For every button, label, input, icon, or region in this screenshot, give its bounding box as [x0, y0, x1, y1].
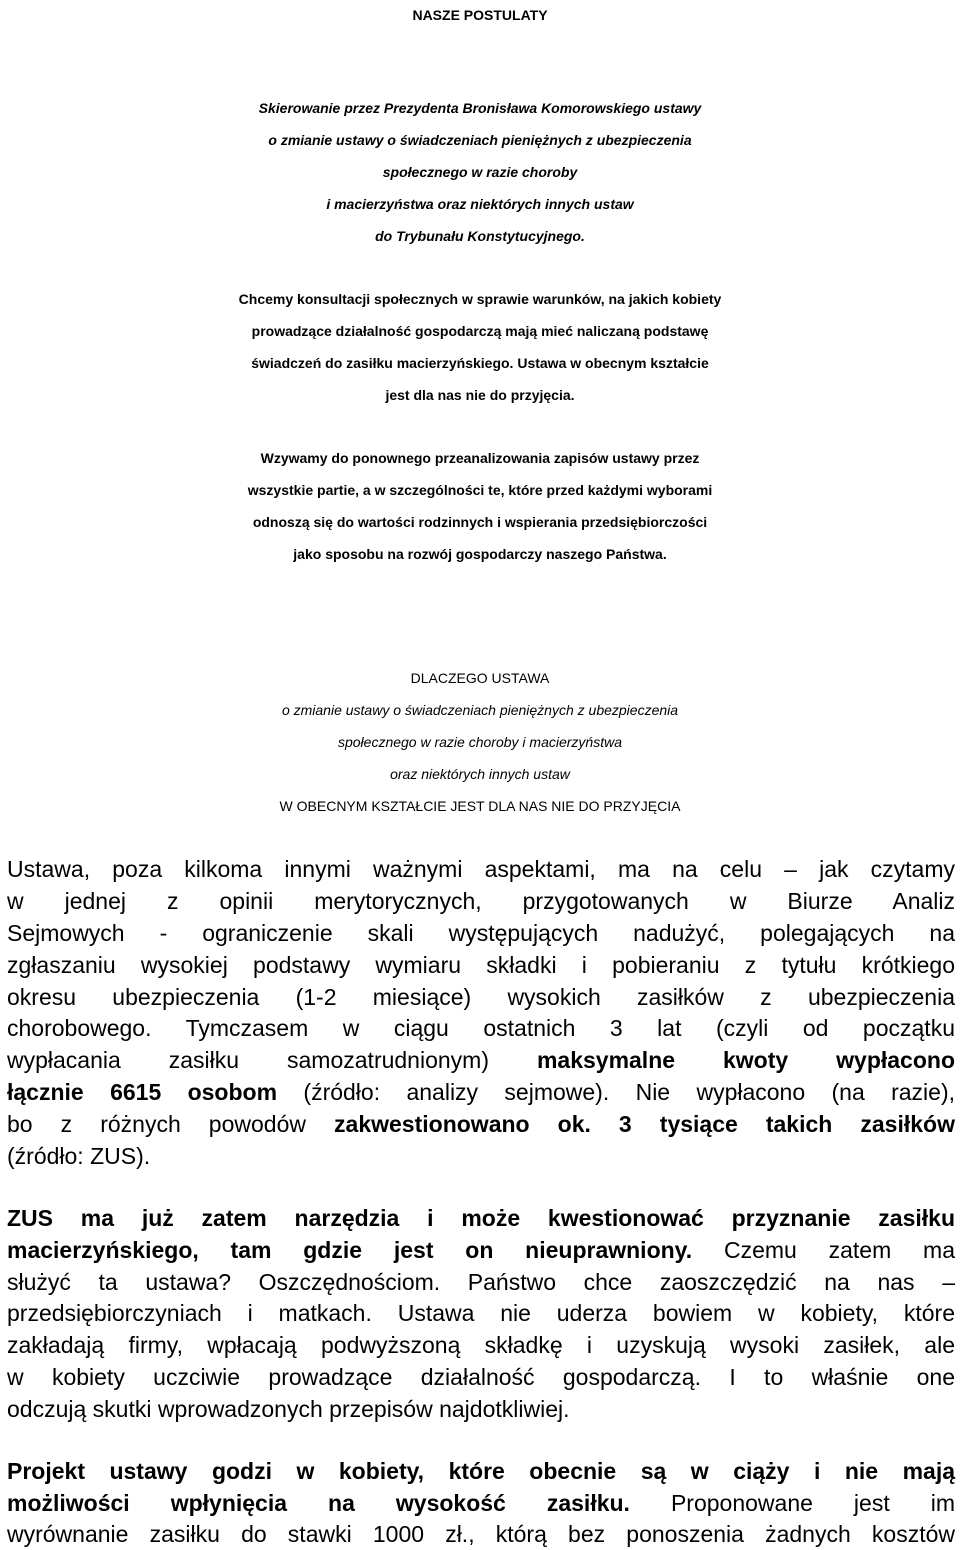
paragraph-line: Ustawa, poza kilkoma innymi ważnymi aspektami, ma na celu – jak czytamy [7, 856, 955, 882]
postulate-1-line: społecznego w razie choroby [382, 164, 578, 180]
paragraph-line: odczują skutki wprowadzonych przepisów najdotkliwiej. [7, 1396, 570, 1422]
postulate-1-line: o zmianie ustawy o świadczeniach pieniężnych z ubezpieczenia [268, 132, 692, 148]
postulate-2-line: Chcemy konsultacji społecznych w sprawie warunków, na jakich kobiety [238, 291, 722, 307]
paragraph-text: wypłacania zasiłku samozatrudnionym) [7, 1047, 537, 1073]
postulate-1-line: do Trybunału Konstytucyjnego. [375, 228, 585, 244]
emphasis-text: zakwestionowano ok. 3 tysiące takich zasiłków [334, 1111, 955, 1137]
paragraph-line: zgłaszaniu wysokiej podstawy wymiaru składki i pobieraniu z tytułu krótkiego [7, 952, 955, 978]
section-heading: DLACZEGO USTAWA [410, 670, 550, 686]
emphasis-text: możliwości wpłynięcia na wysokość zasiłku. [7, 1490, 630, 1516]
postulate-3-line: wszystkie partie, a w szczególności te, które przed każdymi wyborami [247, 482, 713, 498]
paragraph-line: służyć ta ustawa? Oszczędnościom. Państwo chce zaoszczędzić na nas – [7, 1269, 955, 1295]
paragraph-line: w jednej z opinii merytorycznych, przygotowanych w Biurze Analiz [7, 888, 955, 914]
paragraph-line: okresu ubezpieczenia (1-2 miesiące) wysokich zasiłków z ubezpieczenia [7, 984, 955, 1010]
section-subtitle-line: o zmianie ustawy o świadczeniach pieniężnych z ubezpieczenia [281, 702, 679, 718]
paragraph-line [7, 1077, 955, 1108]
paragraph-line: Sejmowych - ograniczenie skali występujących nadużyć, polegających na [7, 920, 955, 946]
postulate-2-line: jest dla nas nie do przyjęcia. [385, 387, 575, 403]
paragraph-line: chorobowego. Tymczasem w ciągu ostatnich 3 lat (czyli od początku [7, 1015, 955, 1041]
postulate-3-line: jako sposobu na rozwój gospodarczy naszego Państwa. [293, 546, 667, 562]
paragraph-text: bo z różnych powodów [7, 1111, 335, 1137]
paragraph-text: Czemu zatem ma [692, 1237, 955, 1263]
paragraph-line: ZUS ma już zatem narzędzia i może kwestionować przyznanie zasiłku [7, 1205, 955, 1231]
emphasis-text: maksymalne kwoty wypłacono [536, 1047, 956, 1073]
postulate-1-line: Skierowanie przez Prezydenta Bronisława Komorowskiego ustawy [258, 100, 702, 116]
paragraph-line: wyrównanie zasiłku do stawki 1000 zł., którą bez ponoszenia żadnych kosztów [7, 1521, 955, 1547]
section-subtitle-line: społecznego w razie choroby i macierzyństwa [337, 734, 622, 750]
paragraph-line: Projekt ustawy godzi w kobiety, które obecnie są w ciąży i nie mają [7, 1458, 955, 1484]
emphasis-text: macierzyńskiego, tam gdzie jest on nieuprawniony. [7, 1237, 693, 1263]
postulate-3-line: Wzywamy do ponownego przeanalizowania zapisów ustawy przez [260, 450, 700, 466]
paragraph-text: Proponowane jest im [629, 1490, 955, 1516]
paragraph-line: zakładają firmy, wpłacają podwyższoną składkę i uzyskują wysoki zasiłek, ale [7, 1332, 955, 1358]
postulate-3-line: odnoszą się do wartości rodzinnych i wspierania przedsiębiorczości [252, 514, 708, 530]
paragraph-line [7, 1235, 955, 1266]
paragraph-line: w kobiety uczciwie prowadzące działalność gospodarczą. I to właśnie one [7, 1364, 955, 1390]
section-verdict: W OBECNYM KSZTAŁCIE JEST DLA NAS NIE DO PRZYJĘCIA [279, 798, 681, 814]
emphasis-text: łącznie 6615 osobom [7, 1079, 278, 1105]
postulate-2-line: prowadzące działalność gospodarczą mają mieć naliczaną podstawę [251, 323, 709, 339]
paragraph-line [7, 1045, 955, 1076]
document-title: NASZE POSTULATY [412, 7, 548, 23]
postulate-2-line: świadczeń do zasiłku macierzyńskiego. Ustawa w obecnym kształcie [251, 355, 709, 371]
postulate-1-line: i macierzyństwa oraz niektórych innych ustaw [326, 196, 634, 212]
section-subtitle-line: oraz niektórych innych ustaw [390, 766, 570, 782]
paragraph-line: przedsiębiorczyniach i matkach. Ustawa nie uderza bowiem w kobiety, które [7, 1300, 955, 1326]
paragraph-text: (źródło: analizy sejmowe). Nie wypłacono (na razie), [277, 1079, 956, 1105]
paragraph-line: (źródło: ZUS). [7, 1143, 151, 1169]
paragraph-line [7, 1488, 955, 1519]
paragraph-line [7, 1109, 955, 1140]
